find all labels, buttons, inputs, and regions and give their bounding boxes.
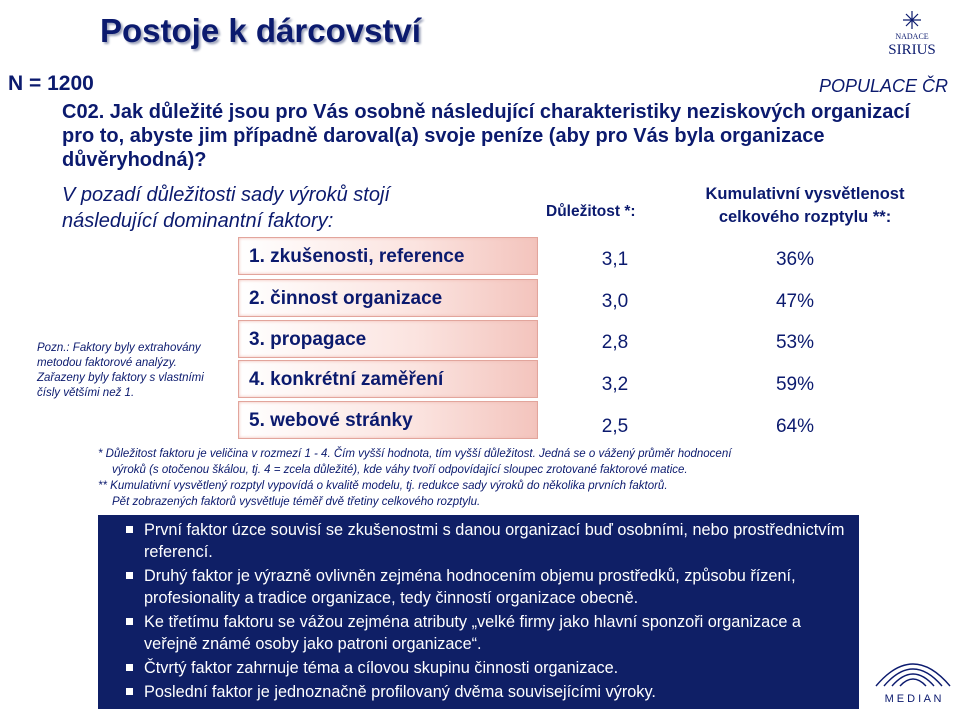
bullet-icon: [126, 572, 133, 579]
method-note-line2: metodou faktorové analýzy.: [37, 357, 177, 369]
factor-4: 4. konkrétní zaměření: [238, 360, 538, 398]
factor-2-importance: 3,0: [601, 291, 629, 312]
method-note-line1: Pozn.: Faktory byly extrahovány: [37, 342, 201, 354]
summary-text: Druhý faktor je výrazně ovlivněn zejména hodnocením objemu prostředků, způsobu řízení, profesionality a tradice organizace, tedy činností organizace obecně.: [144, 567, 796, 607]
factor-1-cumulative: 36%: [775, 249, 815, 270]
footnote-variance: ** Kumulativní vysvětlený rozptyl vypovídá o kvalitě modelu, tj. redukce sady výroků do několika prvních faktorů.: [98, 480, 668, 492]
factor-1-importance: 3,1: [601, 249, 629, 270]
summary-item: [126, 681, 849, 703]
sirius-line2: SIRIUS: [888, 42, 936, 58]
cumulative-header: [660, 183, 950, 229]
sirius-logo: [872, 8, 952, 58]
question-text: C02. Jak důležité jsou pro Vás osobně následující charakteristiky neziskových organizací pro to, abyste jim případně daroval(a) svoje peníze (aby pro Vás byla organizace důvěryhodná)?: [62, 101, 911, 171]
page-title: Postoje k dárcovství: [100, 12, 421, 49]
footnote-importance: * Důležitost faktoru je veličina v rozmezí 1 - 4. Čím vyšší hodnota, tím vyšší důležitost. Jedná se o vážený průměr hodnocení: [98, 448, 732, 460]
sample-size: N = 1200: [8, 72, 94, 95]
bullet-icon: [126, 664, 133, 671]
factor-5-importance: 2,5: [601, 416, 629, 437]
summary-item: [126, 519, 849, 563]
median-logo: [866, 640, 960, 709]
factor-1: 1. zkušenosti, reference: [238, 237, 538, 275]
cumulative-header-line1: Kumulativní vysvětlenost: [705, 185, 905, 203]
bullet-icon: [126, 688, 133, 695]
summary-box: [98, 515, 859, 709]
footnote-variance-cont: Pět zobrazených faktorů vysvětluje téměř dvě třetiny celkového rozptylu.: [112, 496, 481, 508]
sirius-line1: NADACE: [895, 32, 929, 41]
method-note-line4: čísly většími než 1.: [37, 387, 135, 399]
summary-text: Poslední faktor je jednoznačně profilovaný dvěma souvisejícími výroky.: [144, 683, 656, 701]
method-note-line3: Zařazeny byly faktory s vlastními: [37, 372, 204, 384]
factor-5-cumulative: 64%: [775, 416, 815, 437]
factor-3-cumulative: 53%: [775, 332, 815, 353]
bullet-icon: [126, 526, 133, 533]
summary-text: Čtvrtý faktor zahrnuje téma a cílovou skupinu činnosti organizace.: [144, 659, 619, 677]
method-note: [37, 341, 237, 401]
population-label: POPULACE ČR: [818, 76, 948, 96]
footnote-importance-cont: výroků (s otočenou škálou, tj. 4 = zcela důležité), kde váhy tvoří odpovídající sloupec zrotované faktorové matice.: [112, 464, 688, 476]
factor-4-cumulative: 59%: [775, 374, 815, 395]
summary-item: [126, 565, 849, 609]
bullet-icon: [126, 618, 133, 625]
factor-5: 5. webové stránky: [238, 401, 538, 439]
cumulative-header-line2: celkového rozptylu **:: [718, 208, 892, 226]
factor-4-importance: 3,2: [601, 374, 629, 395]
summary-text: Ke třetímu faktoru se vážou zejména atributy „velké firmy jako hlavní sponzoři organizace a veřejně známé osoby jako patroni organizace“.: [144, 613, 801, 653]
summary-text: První faktor úzce souvisí se zkušenostmi s danou organizací buď osobními, nebo prostřednictvím referencí.: [144, 521, 845, 561]
factor-3: 3. propagace: [238, 320, 538, 358]
footnotes: [98, 446, 868, 510]
summary-item: [126, 611, 849, 655]
median-text: M E D I A N: [884, 693, 942, 705]
summary-item: [126, 657, 849, 679]
factor-2-cumulative: 47%: [775, 291, 815, 312]
factor-2: 2. činnost organizace: [238, 279, 538, 317]
intro-text: V pozadí důležitosti sady výroků stojí následující dominantní faktory:: [62, 184, 390, 232]
importance-header: Důležitost *:: [546, 203, 636, 220]
factor-3-importance: 2,8: [601, 332, 629, 353]
